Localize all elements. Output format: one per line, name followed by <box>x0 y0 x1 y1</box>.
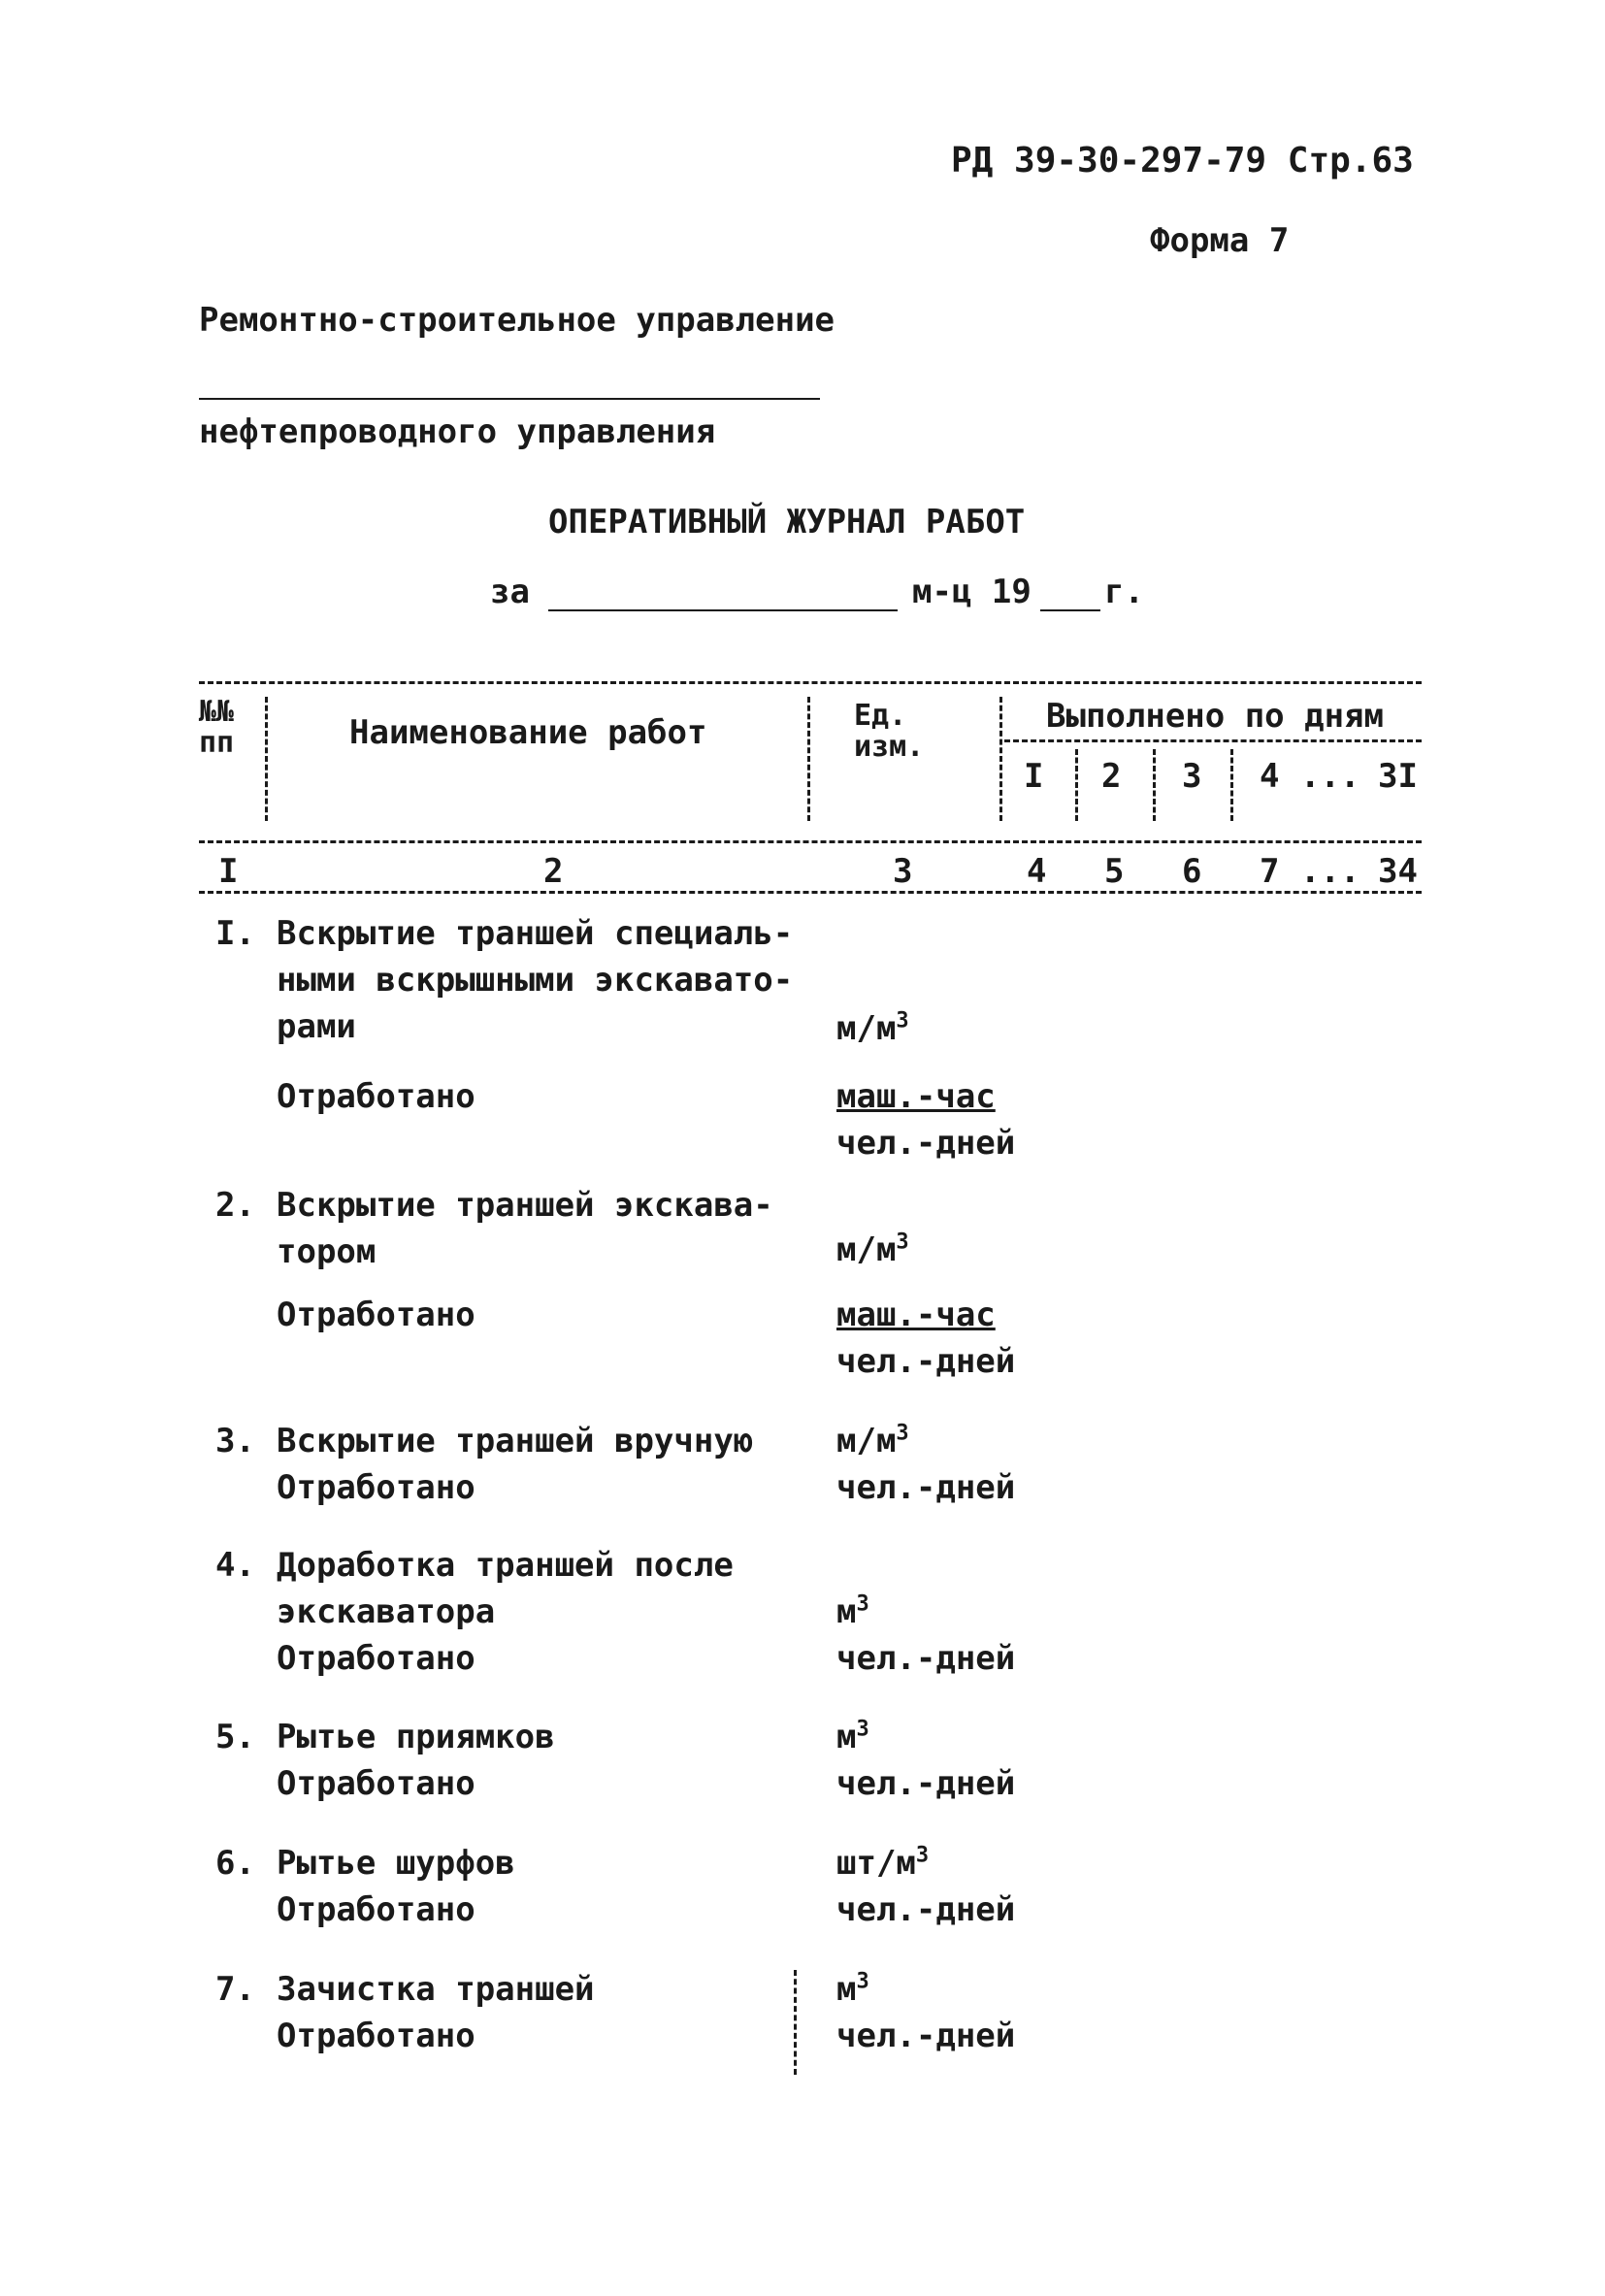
work-name-line: рами <box>277 1007 356 1046</box>
column-number: I <box>218 852 239 891</box>
column-numbers-underline <box>199 891 1422 894</box>
work-name-line: ными вскрышными экскавато- <box>277 961 794 1000</box>
work-name-line: Рытье шурфов <box>277 1844 515 1883</box>
days-subheader-divider <box>1004 739 1422 742</box>
document-reference: РД 39-30-297-79 Стр.63 <box>951 141 1414 180</box>
column-header-days: Выполнено по дням <box>1046 697 1384 736</box>
worked-unit: чел.-дней <box>836 2017 1016 2055</box>
worked-label: Отработано <box>277 1639 475 1678</box>
row-number: 7. <box>215 1970 255 2009</box>
unit-cell: $м^3$ <box>836 1591 869 1631</box>
worked-label: Отработано <box>277 1890 475 1929</box>
period-month-blank <box>548 609 898 611</box>
worked-unit: маш.-час <box>836 1077 996 1116</box>
day-label: I <box>1024 757 1044 796</box>
column-number: 4 <box>1027 852 1047 891</box>
worked-label: Отработано <box>277 2017 475 2055</box>
worked-label: Отработано <box>277 1296 475 1334</box>
worked-unit: чел.-дней <box>836 1764 1016 1803</box>
column-divider <box>999 697 1002 821</box>
column-number: 6 <box>1182 852 1202 891</box>
work-name-line: Доработка траншей после <box>277 1546 734 1585</box>
column-divider <box>1230 749 1233 821</box>
row-number: 2. <box>215 1186 255 1225</box>
unit-cell: $м/м^3$ <box>836 1008 909 1048</box>
day-label: 3 <box>1182 757 1202 796</box>
worked-unit: чел.-дней <box>836 1342 1016 1381</box>
worked-unit: чел.-дней <box>836 1890 1016 1929</box>
column-number: 5 <box>1104 852 1125 891</box>
day-label: 4 <box>1260 757 1280 796</box>
unit-cell: $м^3$ <box>836 1969 869 2009</box>
day-label: 3I <box>1378 757 1418 796</box>
organization-line-2: нефтепроводного управления <box>199 412 716 451</box>
work-name-line: Рытье приямков <box>277 1718 555 1756</box>
period-year-blank <box>1040 609 1100 611</box>
worked-label: Отработано <box>277 1764 475 1803</box>
day-label: 2 <box>1101 757 1122 796</box>
column-header-name: Наименование работ <box>349 713 707 752</box>
work-name-line: экскаватора <box>277 1592 496 1631</box>
column-number: 3 <box>893 852 913 891</box>
worked-unit: чел.-дней <box>836 1124 1016 1163</box>
page-title: ОПЕРАТИВНЫЙ ЖУРНАЛ РАБОТ <box>548 503 1026 541</box>
worked-label: Отработано <box>277 1077 475 1116</box>
worked-unit: чел.-дней <box>836 1468 1016 1507</box>
row-number: 5. <box>215 1718 255 1756</box>
column-divider <box>1075 749 1078 821</box>
worked-unit: чел.-дней <box>836 1639 1016 1678</box>
organization-line-1: Ремонтно-строительное управление <box>199 301 835 340</box>
period-prefix: за <box>490 573 530 611</box>
column-number: ... <box>1300 852 1360 891</box>
unit-cell: $м^3$ <box>836 1717 869 1756</box>
column-header-unit: Ед. изм. <box>854 699 925 764</box>
period-year-suffix: г. <box>1104 573 1144 611</box>
column-number: 2 <box>543 852 564 891</box>
row-number: 3. <box>215 1422 255 1460</box>
row-number: I. <box>215 914 255 953</box>
organization-blank-line <box>199 398 820 400</box>
column-divider <box>265 697 268 821</box>
form-label: Форма 7 <box>1150 221 1290 260</box>
column-number: 34 <box>1378 852 1418 891</box>
work-name-line: Вскрытие траншей вручную <box>277 1422 754 1460</box>
column-divider <box>807 697 810 821</box>
column-divider <box>1153 749 1156 821</box>
row-number: 4. <box>215 1546 255 1585</box>
row-number: 6. <box>215 1844 255 1883</box>
worked-label: Отработано <box>277 1468 475 1507</box>
worked-unit: маш.-час <box>836 1296 996 1334</box>
column-divider <box>794 1970 797 2075</box>
header-bottom-divider <box>199 840 1422 843</box>
work-name-line: Зачистка траншей <box>277 1970 595 2009</box>
unit-cell: $м/м^3$ <box>836 1230 909 1269</box>
unit-cell: $шт/м^3$ <box>836 1843 930 1883</box>
unit-cell: $м/м^3$ <box>836 1421 909 1460</box>
column-header-number: №№ пп <box>199 695 235 760</box>
work-name-line: тором <box>277 1232 377 1271</box>
day-label: ... <box>1300 757 1360 796</box>
header-top-divider <box>199 681 1422 684</box>
work-name-line: Вскрытие траншей специаль- <box>277 914 794 953</box>
work-name-line: Вскрытие траншей экскава- <box>277 1186 773 1225</box>
column-number: 7 <box>1260 852 1280 891</box>
period-month-suffix: м-ц 19 <box>912 573 1032 611</box>
